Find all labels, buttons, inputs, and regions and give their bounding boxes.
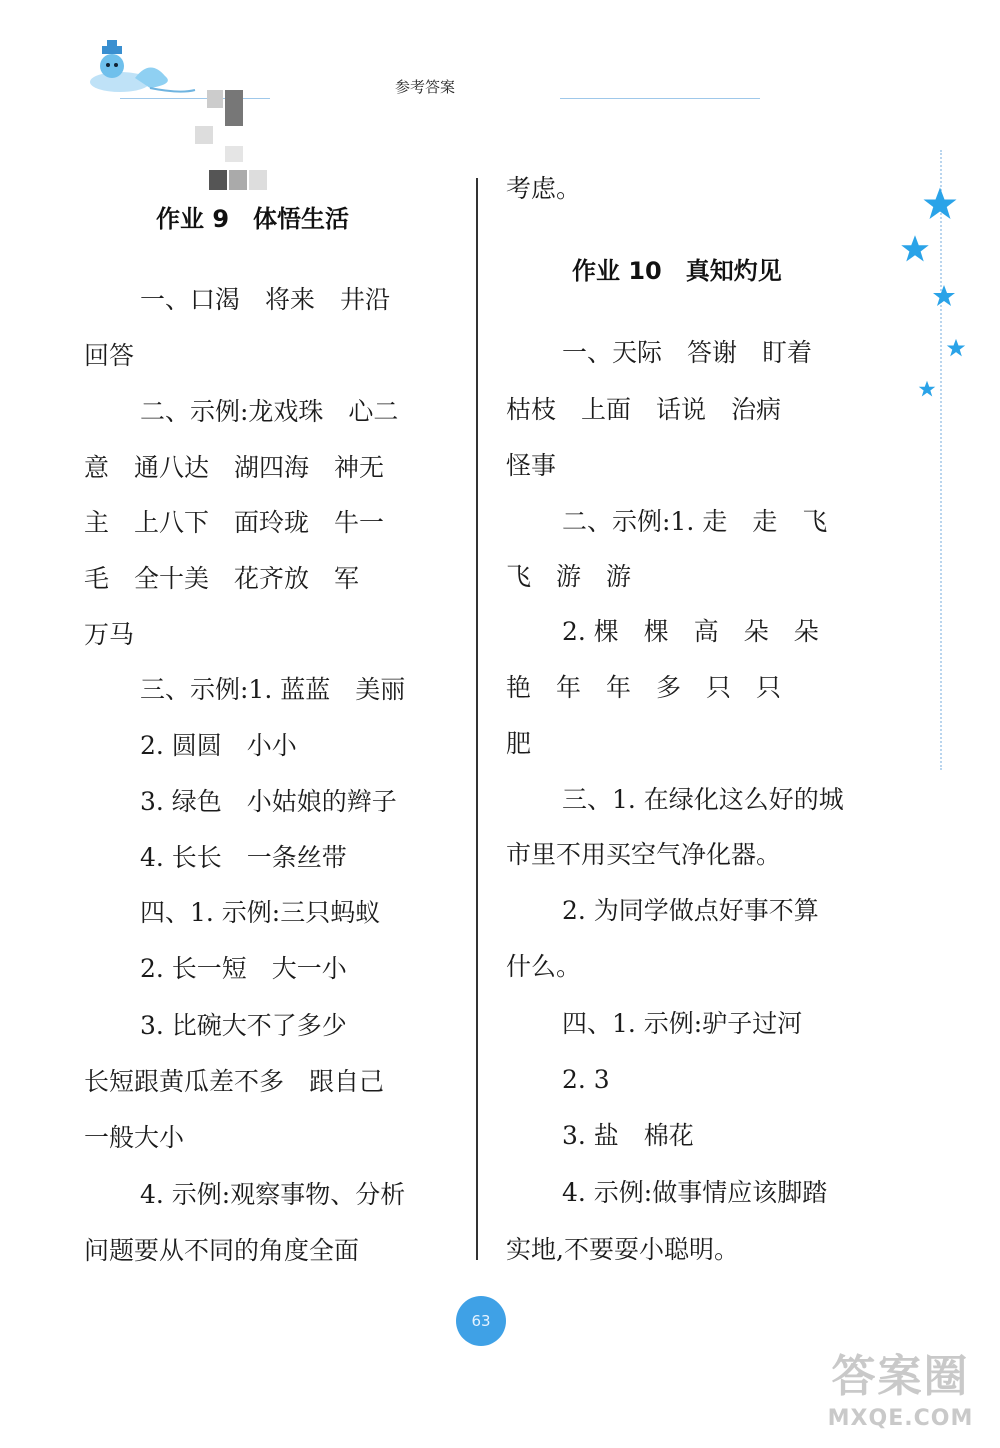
answer-line: 一、天际 答谢 盯着 xyxy=(562,338,813,367)
answer-line: 肥 xyxy=(506,729,532,758)
answer-line: 4. 示例:观察事物、分析 xyxy=(140,1180,406,1209)
answer-line: 二、示例:龙戏珠 心二 xyxy=(140,397,399,426)
answer-line: 2. 为同学做点好事不算 xyxy=(562,896,819,925)
star-icon xyxy=(900,234,930,264)
answer-line: 二、示例:1. 走 走 飞 xyxy=(562,507,828,536)
answer-line: 2. 圆圆 小小 xyxy=(140,731,297,760)
answer-line: 4. 示例:做事情应该脚踏 xyxy=(562,1178,828,1207)
answer-line: 一般大小 xyxy=(84,1123,185,1152)
watermark-logo-text: 答案圈 xyxy=(831,1351,970,1402)
snowman-cat-icon xyxy=(80,38,200,104)
answer-line: 飞 游 游 xyxy=(506,562,632,591)
answer-line: 3. 比碗大不了多少 xyxy=(140,1011,347,1040)
decorative-dotted-rule xyxy=(940,150,942,770)
page-header-title: 参考答案 xyxy=(395,78,456,96)
answer-line: 什么。 xyxy=(506,952,582,981)
section-heading-9: 作业 9 体悟生活 xyxy=(156,205,350,233)
answer-line: 四、1. 示例:驴子过河 xyxy=(562,1009,803,1038)
answer-line: 市里不用买空气净化器。 xyxy=(506,840,782,869)
answer-line: 回答 xyxy=(84,341,135,370)
answer-line: 3. 盐 棉花 xyxy=(562,1121,694,1150)
star-icon xyxy=(946,338,966,358)
answer-line: 2. 长一短 大一小 xyxy=(140,954,347,983)
answer-line: 2. 3 xyxy=(562,1065,610,1094)
watermark xyxy=(808,1350,993,1442)
continuation-line: 考虑。 xyxy=(506,174,582,203)
answer-line: 三、1. 在绿化这么好的城 xyxy=(562,785,844,814)
page-number-badge xyxy=(456,1296,506,1346)
answer-line: 艳 年 年 多 只 只 xyxy=(506,673,782,702)
answer-line: 三、示例:1. 蓝蓝 美丽 xyxy=(140,675,406,704)
answer-line: 意 通八达 湖四海 神无 xyxy=(84,453,385,482)
answer-line: 2. 棵 棵 高 朵 朵 xyxy=(562,617,819,646)
answer-line: 毛 全十美 花齐放 军 xyxy=(84,564,360,593)
star-icon xyxy=(918,380,936,398)
section-heading-10: 作业 10 真知灼见 xyxy=(572,257,782,285)
answer-line: 万马 xyxy=(84,620,135,649)
watermark-url: MXQE.COM xyxy=(827,1406,974,1431)
answer-line: 四、1. 示例:三只蚂蚁 xyxy=(140,898,381,927)
answer-line: 主 上八下 面玲珑 牛一 xyxy=(84,508,385,537)
header-rule-right xyxy=(560,98,760,99)
answer-line: 3. 绿色 小姑娘的辫子 xyxy=(140,787,397,816)
column-divider xyxy=(476,178,478,1260)
page-number: 63 xyxy=(471,1312,491,1330)
answer-line: 实地,不要耍小聪明。 xyxy=(506,1235,739,1264)
answer-line: 一、口渴 将来 井沿 xyxy=(140,285,391,314)
answer-line: 4. 长长 一条丝带 xyxy=(140,843,347,872)
star-icon xyxy=(922,186,958,222)
answer-line: 怪事 xyxy=(506,451,557,480)
answer-line: 枯枝 上面 话说 治病 xyxy=(506,395,782,424)
blurred-mosaic xyxy=(195,86,275,196)
star-icon xyxy=(932,284,956,308)
answer-line: 长短跟黄瓜差不多 跟自己 xyxy=(84,1067,385,1096)
answer-line: 问题要从不同的角度全面 xyxy=(84,1236,360,1265)
